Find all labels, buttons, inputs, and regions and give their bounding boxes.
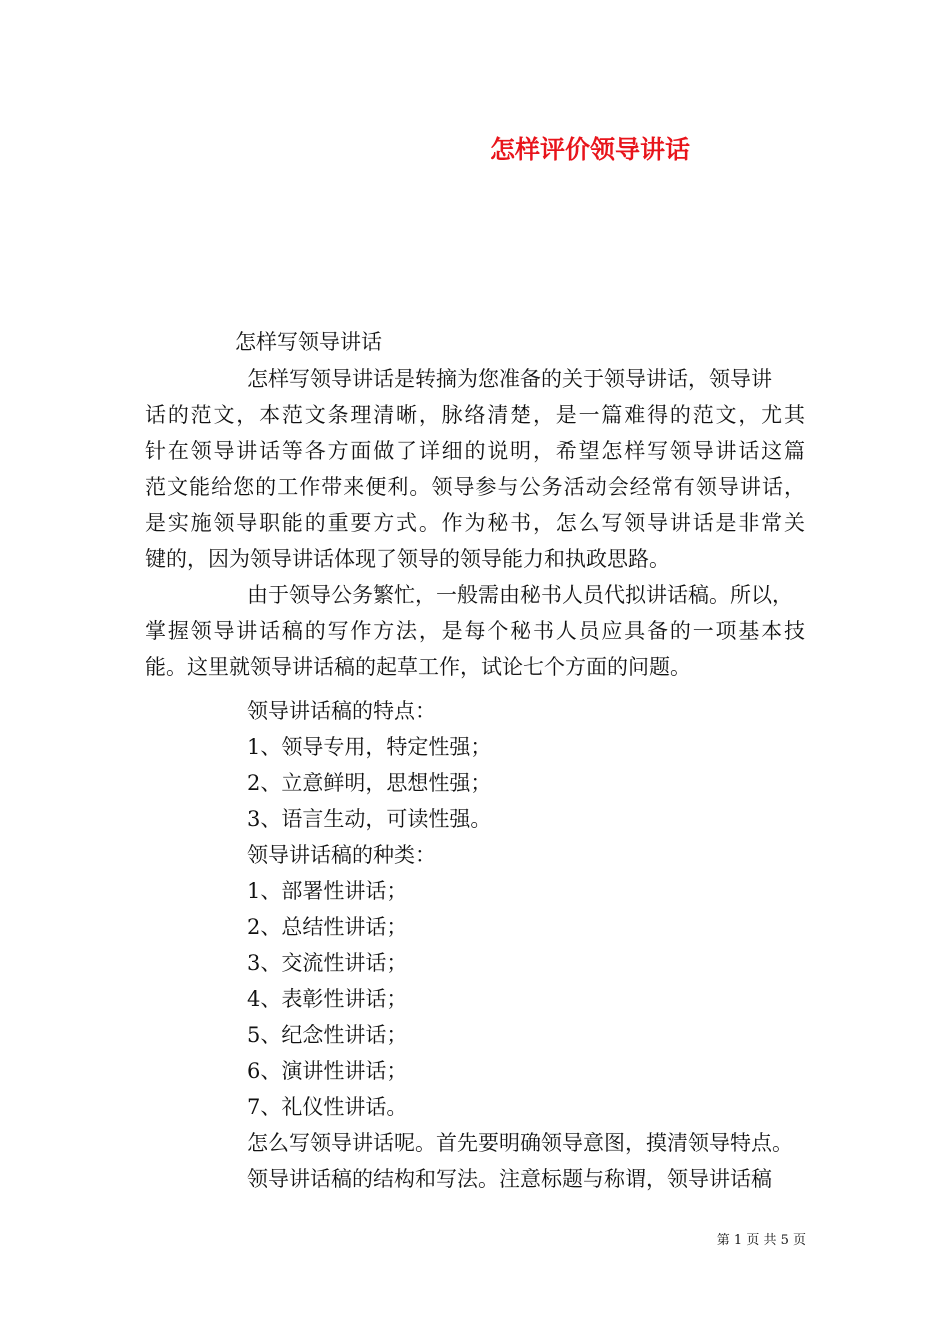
paragraph-line: 范文能给您的工作带来便利。领导参与公务活动会经常有领导讲话， [145,475,805,499]
paragraph-line: 怎么写领导讲话呢。首先要明确领导意图，摸清领导特点。 [247,1131,793,1155]
list-item: 1、领导专用，特定性强； [247,735,492,759]
paragraph-line: 是实施领导职能的重要方式。作为秘书，怎么写领导讲话是非常关 [145,511,805,535]
list-item: 6、演讲性讲话； [247,1059,408,1083]
types-heading: 领导讲话稿的种类： [247,843,436,867]
features-heading: 领导讲话稿的特点： [247,699,436,723]
list-item: 7、礼仪性讲话。 [247,1095,408,1119]
list-item: 5、纪念性讲话； [247,1023,408,1047]
list-item: 2、总结性讲话； [247,915,408,939]
page-number: 第 1 页 共 5 页 [716,1233,806,1248]
paragraph-line: 掌握领导讲话稿的写作方法，是每个秘书人员应具备的一项基本技 [145,619,805,643]
paragraph-line: 针在领导讲话等各方面做了详细的说明，希望怎样写领导讲话这篇 [145,439,805,463]
list-item: 3、语言生动，可读性强。 [247,807,492,831]
paragraph-line: 由于领导公务繁忙，一般需由秘书人员代拟讲话稿。所以， [247,583,793,607]
paragraph-line: 键的，因为领导讲话体现了领导的领导能力和执政思路。 [145,547,670,571]
paragraph-line: 能。这里就领导讲话稿的起草工作，试论七个方面的问题。 [145,655,691,679]
list-item: 4、表彰性讲话； [247,987,408,1011]
paragraph-line: 领导讲话稿的结构和写法。注意标题与称谓，领导讲话稿 [247,1167,772,1191]
paragraph-line: 怎样写领导讲话是转摘为您准备的关于领导讲话，领导讲 [247,367,772,391]
paragraph-line: 话的范文，本范文条理清晰，脉络清楚，是一篇难得的范文，尤其 [145,403,805,427]
document-title: 怎样评价领导讲话 [489,135,690,164]
list-item: 1、部署性讲话； [247,879,408,903]
list-item: 2、立意鲜明，思想性强； [247,771,492,795]
list-item: 3、交流性讲话； [247,951,408,975]
section-heading: 怎样写领导讲话 [235,330,382,354]
